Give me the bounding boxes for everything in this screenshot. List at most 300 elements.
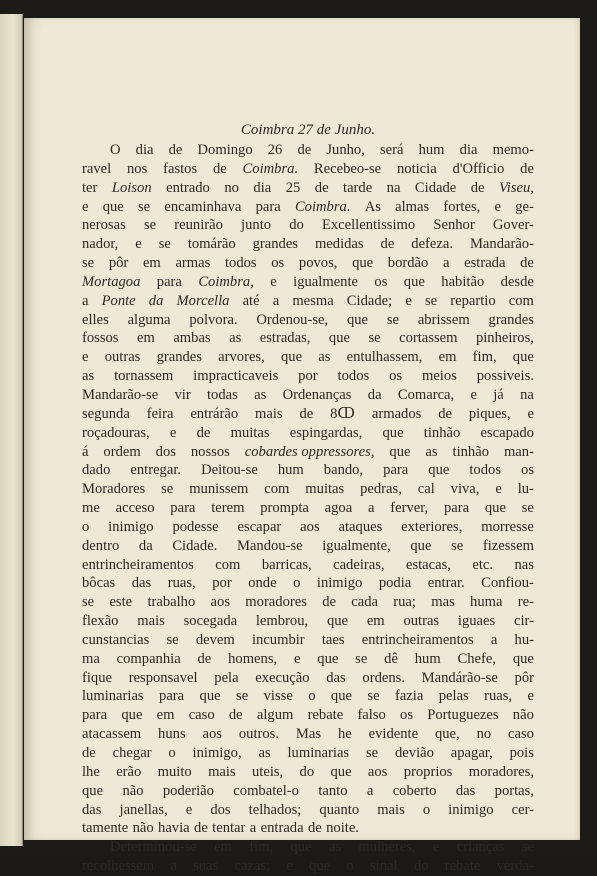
text-line: [82, 386, 534, 405]
word: devem: [195, 631, 235, 648]
word: Coimbra,: [198, 273, 254, 290]
word: bordão: [387, 255, 429, 272]
text-line: [82, 480, 534, 499]
word: terem: [211, 500, 245, 517]
word: a: [367, 500, 375, 517]
word: podia: [378, 575, 412, 592]
word: dado: [82, 462, 111, 479]
word: que: [512, 349, 534, 366]
word: grandes: [156, 349, 202, 366]
word: ferver,: [390, 500, 429, 517]
word: igualmente,: [322, 537, 391, 554]
word: telhados;: [248, 801, 302, 818]
text-line: [82, 235, 534, 254]
word: os: [400, 707, 414, 724]
word: escapado: [480, 424, 534, 441]
text-line: [82, 838, 534, 857]
word: proprios: [403, 763, 453, 780]
word: cer-: [511, 801, 534, 818]
text-line: [82, 273, 534, 292]
word: mais: [377, 801, 405, 818]
word: todos: [224, 255, 257, 272]
word: de: [380, 236, 395, 253]
word: pôr: [108, 255, 129, 272]
word: cada: [351, 594, 378, 611]
text-line: [82, 631, 534, 650]
text-line: [82, 348, 534, 367]
word: Ordenanças: [282, 386, 352, 403]
word: as: [425, 443, 438, 460]
word: de: [307, 820, 322, 837]
article-body: [82, 121, 534, 876]
word: rua;: [393, 594, 416, 611]
word: que: [199, 688, 221, 705]
word: ma: [82, 650, 100, 667]
word: para: [443, 500, 470, 517]
word: luminarias: [287, 745, 350, 761]
word: huns: [158, 726, 186, 743]
word: encaminhava: [164, 198, 242, 215]
word: uteis,: [251, 763, 284, 780]
word: que: [82, 782, 104, 799]
word: Deitou-se: [201, 462, 258, 479]
word: com: [264, 481, 290, 498]
word: outros.: [238, 726, 280, 743]
word: que: [410, 537, 432, 554]
word: recolhessem: [82, 858, 155, 875]
text-line: [82, 179, 534, 198]
word: todas: [207, 386, 238, 403]
word: as: [229, 330, 242, 347]
word: exteriores,: [401, 518, 463, 535]
word: entrada: [260, 820, 304, 837]
word: tinhão: [452, 443, 490, 460]
word: barricas,: [261, 556, 312, 573]
word: nossos: [190, 443, 230, 460]
word: Morcella: [176, 292, 230, 309]
word: na: [520, 386, 534, 403]
text-line: [82, 499, 534, 518]
word: se: [355, 650, 368, 667]
word: flexão: [82, 613, 119, 630]
word: não: [132, 820, 154, 837]
word: as: [82, 368, 95, 385]
word: da: [367, 386, 382, 403]
text-line: [82, 706, 534, 725]
word: se: [236, 688, 249, 705]
word: abrissem: [417, 311, 470, 328]
word: que: [389, 443, 411, 460]
text-line: [82, 329, 534, 348]
word: aos: [202, 726, 222, 743]
text-line: [82, 537, 534, 556]
word: O: [110, 142, 121, 158]
word: que: [328, 330, 350, 347]
word: evidente: [368, 726, 419, 743]
word: vir: [174, 386, 191, 403]
word: de: [314, 179, 329, 196]
word: nas: [514, 556, 534, 573]
text-line: [82, 254, 534, 273]
text-line: [82, 782, 534, 801]
text-line: [82, 574, 534, 593]
word: da: [148, 292, 164, 309]
word: huma: [470, 594, 503, 611]
word: 25: [285, 179, 301, 196]
word: Mortagoa: [82, 273, 141, 290]
word: fique: [82, 669, 112, 686]
word: que,: [434, 726, 460, 743]
word: dentro: [82, 537, 120, 554]
word: hu-: [514, 631, 534, 648]
word: que: [484, 500, 506, 517]
word: noticia: [396, 160, 437, 177]
word: para: [82, 707, 108, 724]
word: que: [317, 650, 339, 667]
word: de: [168, 142, 183, 158]
word: de: [299, 405, 314, 422]
word: re-: [517, 594, 534, 611]
word: se: [82, 594, 95, 611]
word: Senhor: [433, 217, 475, 234]
word: suas: [193, 858, 219, 875]
word: fortes,: [443, 198, 481, 215]
word: entrincheiramentos: [82, 556, 194, 573]
word: a: [442, 255, 450, 272]
word: espingardas,: [289, 424, 363, 441]
word: fim,: [249, 839, 274, 856]
word: cal: [417, 481, 435, 498]
word: o: [422, 801, 431, 818]
article-lines: [82, 141, 534, 876]
word: se: [424, 292, 438, 309]
word: da: [138, 537, 153, 554]
text-line: [82, 556, 534, 575]
word: entulhassem,: [346, 349, 423, 366]
text-line: [82, 801, 534, 820]
text-line: [82, 141, 534, 160]
word: não: [122, 782, 144, 799]
word: prompta: [260, 500, 309, 517]
word: fastos: [163, 160, 198, 177]
text-line: [82, 819, 534, 838]
word: Confiou-: [481, 575, 534, 592]
word: erão: [116, 763, 142, 780]
word: coberto: [392, 782, 437, 799]
word: povos,: [298, 255, 338, 272]
word: de: [197, 650, 212, 667]
word: verda-: [496, 858, 534, 875]
word: socegada: [183, 613, 238, 630]
word: tomárão: [187, 236, 236, 253]
word: para: [159, 688, 185, 705]
word: impracticaveis: [193, 368, 279, 385]
word: dos: [155, 443, 176, 460]
word: que: [102, 198, 124, 215]
word: dia: [253, 179, 272, 196]
word: fizessem: [482, 537, 534, 554]
word: que: [403, 273, 425, 290]
word: Recebeo-se: [313, 160, 382, 177]
word: Ordenou-se,: [256, 311, 329, 328]
text-line: [82, 518, 534, 537]
word: d'Officio: [452, 160, 505, 177]
word: no: [476, 726, 492, 743]
word: ter: [82, 179, 98, 196]
word: aos: [210, 594, 231, 611]
word: em: [438, 349, 457, 366]
word: havia: [158, 820, 190, 837]
word: Junho,: [326, 142, 365, 158]
word: não: [512, 707, 534, 724]
word: o: [293, 575, 301, 592]
word: a: [366, 782, 374, 799]
word: grandes: [488, 311, 534, 328]
word: cazas;: [234, 858, 271, 875]
word: na: [386, 179, 401, 196]
word: me: [82, 500, 100, 517]
word: pedras,: [360, 481, 402, 498]
word: execução: [255, 669, 310, 686]
word: em: [136, 330, 155, 347]
word: de: [82, 745, 96, 761]
word: Domingo: [197, 142, 253, 158]
word: reunirão: [174, 217, 223, 234]
word: aos: [300, 518, 320, 535]
word: que: [121, 707, 143, 724]
word: o: [308, 688, 316, 705]
word: e: [495, 481, 502, 498]
word: tanto: [318, 782, 348, 799]
word: crianças: [456, 839, 505, 856]
word: as: [318, 349, 331, 366]
word: Mandarão-se: [82, 386, 159, 403]
word: falso: [357, 707, 386, 724]
word: entrar.: [427, 575, 465, 592]
word: rebate: [307, 707, 344, 724]
word: inimigo,: [192, 745, 242, 761]
word: inimigo: [316, 575, 363, 592]
word: Cidade.: [172, 537, 218, 554]
word: e: [293, 650, 301, 667]
word: se: [451, 537, 464, 554]
word: ordens.: [362, 669, 405, 686]
word: em: [366, 613, 385, 630]
word: a: [490, 631, 498, 648]
word: etc.: [472, 556, 494, 573]
word: este: [109, 594, 133, 611]
word: se: [521, 500, 534, 517]
word: inimigo: [108, 518, 154, 535]
word: cadeiras,: [333, 556, 385, 573]
word: quanto: [319, 801, 360, 818]
word: ruas,: [167, 575, 196, 592]
word: taes: [321, 631, 345, 648]
word: todos: [469, 462, 501, 479]
word: noite.: [326, 820, 359, 837]
word: se: [143, 217, 157, 234]
word: roçadouras,: [82, 424, 150, 441]
word: munissem: [189, 481, 249, 498]
word: em: [214, 839, 232, 856]
word: se: [386, 311, 399, 328]
text-line: [82, 461, 534, 480]
word: pôr: [514, 669, 534, 686]
word: agoa: [324, 500, 353, 517]
text-line: [82, 198, 534, 217]
text-line: [82, 744, 534, 763]
text-line: [82, 443, 534, 462]
word: de: [228, 707, 243, 724]
word: e: [82, 349, 89, 366]
word: ruas,: [484, 688, 513, 705]
word: do: [413, 858, 429, 875]
word: almas: [395, 198, 430, 215]
word: os: [271, 255, 285, 272]
word: Comarca,: [397, 386, 455, 403]
word: grandes: [252, 236, 298, 253]
word: As: [364, 198, 381, 215]
word: e: [432, 839, 440, 856]
word: que: [309, 858, 331, 875]
word: se: [365, 745, 379, 761]
word: mas: [431, 594, 455, 611]
word: morresse: [481, 518, 534, 535]
word: para: [255, 198, 281, 215]
word: mulheres,: [358, 839, 416, 856]
word: a: [170, 858, 177, 875]
word: por: [298, 368, 318, 385]
text-line: [82, 367, 534, 386]
word: e: [405, 292, 412, 309]
text-line: [82, 612, 534, 631]
word: feira: [146, 405, 174, 422]
word: viva,: [450, 481, 480, 498]
word: tinhão: [423, 424, 461, 441]
word: e: [286, 858, 293, 875]
word: e: [270, 273, 277, 290]
word: Viseu,: [498, 179, 534, 196]
word: os: [521, 462, 534, 479]
word: tarde: [343, 179, 373, 196]
word: 8ↀ: [330, 405, 356, 422]
word: mais: [255, 405, 283, 422]
text-line: [82, 857, 534, 876]
word: Loison: [111, 179, 152, 196]
word: companhia: [116, 650, 181, 667]
word: pois: [509, 745, 534, 761]
word: entrado: [166, 179, 210, 196]
word: e: [169, 424, 177, 441]
word: se: [367, 688, 380, 705]
word: responsavel: [128, 669, 198, 686]
word: hum: [414, 650, 441, 667]
word: o: [168, 745, 176, 761]
word: de: [196, 424, 211, 441]
word: devião: [395, 745, 434, 761]
word: do: [289, 217, 304, 234]
text-line: [82, 593, 534, 612]
word: luminarias: [82, 688, 144, 705]
word: o: [82, 518, 90, 535]
word: em: [156, 707, 175, 724]
word: man-: [503, 443, 534, 460]
word: sinal: [370, 858, 398, 875]
word: trabalho: [147, 594, 196, 611]
word: igualmente: [293, 273, 358, 290]
word: onde: [248, 575, 277, 592]
word: ordem: [103, 443, 141, 460]
word: Ponte: [101, 292, 136, 309]
text-line: [82, 725, 534, 744]
book-page: [24, 18, 580, 875]
word: mais: [137, 613, 165, 630]
word: Determinou-se: [110, 839, 197, 856]
word: nos: [126, 160, 148, 177]
word: e: [135, 236, 142, 253]
word: que: [428, 462, 450, 479]
word: lhe: [82, 763, 100, 780]
word: no: [224, 179, 239, 196]
word: mesma: [292, 292, 334, 309]
word: defeza.: [411, 236, 453, 253]
word: que: [352, 255, 374, 272]
word: rebate: [444, 858, 481, 875]
word: muitas: [305, 481, 345, 498]
word: escapar: [237, 518, 282, 535]
word: que: [280, 349, 303, 366]
word: caso: [188, 707, 215, 724]
word: dos: [210, 801, 231, 818]
word: das: [131, 575, 152, 592]
word: bando,: [323, 462, 364, 479]
word: as: [258, 745, 271, 761]
word: entrincheiramentos: [361, 631, 474, 648]
text-line: [82, 687, 534, 706]
word: homens,: [228, 650, 278, 667]
word: chegar: [112, 745, 152, 761]
word: que: [326, 613, 349, 630]
word: alguma: [127, 311, 171, 328]
word: Mandarão-: [469, 236, 534, 253]
facing-page-edge: [0, 14, 23, 846]
word: Chefe,: [457, 650, 496, 667]
word: ge-: [515, 198, 534, 215]
word: moradores: [245, 594, 307, 611]
word: combatel-o: [233, 782, 299, 799]
word: Coimbra.: [294, 198, 351, 215]
word: com: [215, 556, 241, 573]
word: ambas: [173, 330, 211, 347]
word: de: [438, 405, 452, 422]
word: dia: [135, 142, 154, 158]
word: Mandárão-se: [421, 669, 498, 686]
word: a: [249, 820, 257, 837]
word: tentar: [212, 820, 246, 837]
text-line: [82, 405, 534, 424]
word: tornassem: [114, 368, 174, 385]
word: Gover-: [492, 217, 534, 234]
word: cunstancias: [82, 631, 150, 648]
word: outras: [403, 613, 440, 630]
word: de: [520, 255, 534, 272]
word: para: [170, 500, 196, 517]
word: armas: [175, 255, 211, 272]
article-heading: Coimbra 27 de Junho.: [240, 122, 376, 138]
word: dê: [384, 650, 398, 667]
word: se: [158, 236, 171, 253]
word: de: [297, 142, 312, 158]
